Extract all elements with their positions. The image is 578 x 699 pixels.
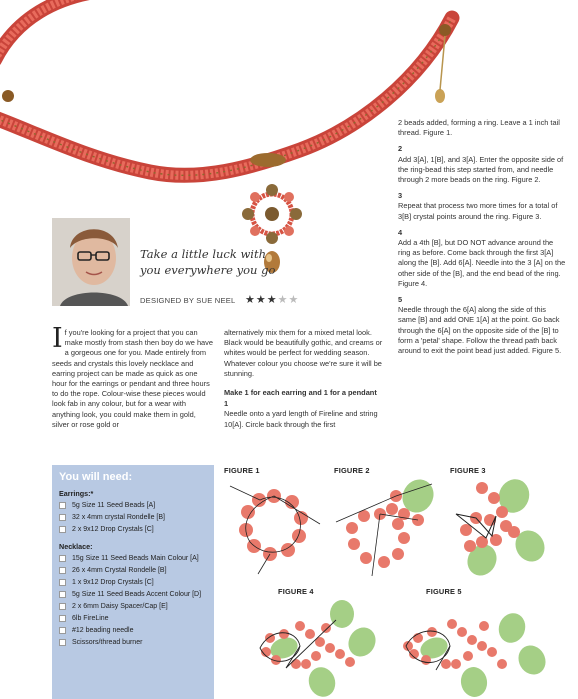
materials-item-label: 6lb FireLine [72, 614, 109, 622]
section-subhead: Make 1 for each earring and 1 for a pendant [224, 388, 377, 398]
necklace-heading: Necklace: [59, 542, 93, 552]
step-1-number: 1 [224, 399, 229, 409]
materials-item-label: 2 x 6mm Daisy Spacer/Cap [E] [72, 602, 168, 610]
materials-item [59, 590, 207, 599]
materials-item [59, 578, 207, 587]
step-3-text: Repeat that process two more times for a total of 3[B] crystal points around the ring. Figure 3. [398, 201, 558, 221]
checkbox[interactable] [59, 639, 66, 646]
rating-filled-stars: ★★★ [245, 294, 278, 306]
materials-item-label: 5g Size 11 Seed Beads [A] [72, 502, 156, 509]
materials-item [59, 566, 207, 575]
materials-item [59, 638, 207, 647]
tagline-line-1: Take a little luck with [140, 247, 267, 261]
step-5-text: Needle through the 6[A] along the side of this same [B] and add ONE 1[A] at the point. Go back through the 6[A] on the opposite side of the [B] to form a 'petal' shape. Follow the thread path back around to exit the point bead just added. Figure 5. [398, 305, 562, 356]
materials-item-label: Scissors/thread burner [72, 638, 143, 646]
materials-item-label: 5g Size 11 Seed Beads Accent Colour [D] [72, 590, 202, 598]
materials-item-label: 32 x 4mm crystal Rondelle [B] [72, 513, 165, 521]
column-2 [224, 328, 389, 430]
checkbox[interactable] [59, 526, 66, 533]
materials-item-label: 2 x 9x12 Drop Crystals [C] [72, 525, 154, 533]
materials-item [59, 626, 207, 635]
materials-item-label: 1 x 9x12 Drop Crystals [C] [72, 579, 154, 587]
figure-1-label: FIGURE 1 [224, 466, 260, 475]
checkbox[interactable] [59, 603, 66, 610]
figure-4-label: FIGURE 4 [278, 587, 314, 596]
figure-1-diagram [226, 478, 326, 576]
materials-item-label: #12 beading needle [72, 626, 134, 634]
materials-item [59, 554, 207, 563]
checkbox[interactable] [59, 555, 66, 562]
materials-item-label: 15g Size 11 Seed Beads Main Colour [A] [72, 555, 199, 563]
materials-item [59, 614, 207, 623]
designer-credit: DESIGNED BY SUE NEEL [140, 296, 236, 305]
checkbox[interactable] [59, 627, 66, 634]
step-3-number: 3 [398, 191, 403, 201]
figure-5-diagram [400, 598, 570, 699]
step-2-number: 2 [398, 144, 403, 154]
intro-continued: alternatively mix them for a mixed metal look. Black would be beautifully gothic, and creams or whites would be perfect for wedding season. Whatever colour you choose we're sure it will be stunning. [224, 328, 383, 378]
checkbox[interactable] [59, 567, 66, 574]
materials-item [59, 501, 207, 510]
step-1-continued: 2 beads added, forming a ring. Leave a 1 inch tail thread. Figure 1. [398, 118, 560, 138]
step-4-number: 4 [398, 227, 403, 237]
tagline [140, 246, 300, 278]
intro-column [52, 323, 214, 430]
figure-5-label: FIGURE 5 [426, 587, 462, 596]
rating-empty-stars: ★★ [277, 294, 300, 306]
checkbox[interactable] [59, 591, 66, 598]
checkbox[interactable] [59, 579, 66, 586]
figure-3-diagram [452, 476, 562, 578]
materials-item [59, 513, 207, 522]
materials-item-label: 26 x 4mm Crystal Rondelle [B] [72, 567, 167, 575]
designer-photo [52, 218, 130, 306]
checkbox[interactable] [59, 502, 66, 509]
earrings-heading: Earrings:* [59, 489, 94, 498]
intro-text: f you're looking for a project that you can make mostly from stash then boy do we have a gorgeous one for you. Made entirely from seeds and crystals this lovely necklace and earring project can be made as quick as one hour for the earrings or pendant and three hours to do the rope. Colour-wise these pieces would look fab in any colour, but for a wear with anything look, you could make them in gold, silver or rose gold or [52, 328, 213, 429]
step-1-text: Needle onto a yard length of Fireline and string 10[A]. Circle back through the first [224, 409, 378, 429]
figure-2-label: FIGURE 2 [334, 466, 370, 475]
figure-3-label: FIGURE 3 [450, 466, 486, 475]
column-3 [398, 118, 566, 356]
checkbox[interactable] [59, 514, 66, 521]
tagline-line-2: you everywhere you go [140, 263, 276, 277]
drop-cap: I [52, 323, 63, 354]
figure-4-diagram [256, 598, 384, 699]
step-4-text: Add a 4th [B], but DO NOT advance around the ring as before. Come back through the first 3[A] along the [B]. Add 6[A]. Needle into the 3 [A] on the other side of the [B], and the end bead of the ring. Figure 4. [398, 238, 566, 288]
materials-item [59, 525, 207, 534]
materials-item [59, 602, 207, 611]
checkbox[interactable] [59, 615, 66, 622]
step-2-text: Add 3[A], 1[B], and 3[A]. Enter the opposite side of the ring-bead this step started from, and needle through 2 more beads on the ring. Figure 2. [398, 154, 564, 185]
figure-2-diagram [334, 476, 444, 578]
step-5-number: 5 [398, 295, 403, 305]
materials-box [52, 465, 214, 699]
materials-title: You will need: [59, 471, 133, 483]
difficulty-rating [245, 293, 299, 306]
